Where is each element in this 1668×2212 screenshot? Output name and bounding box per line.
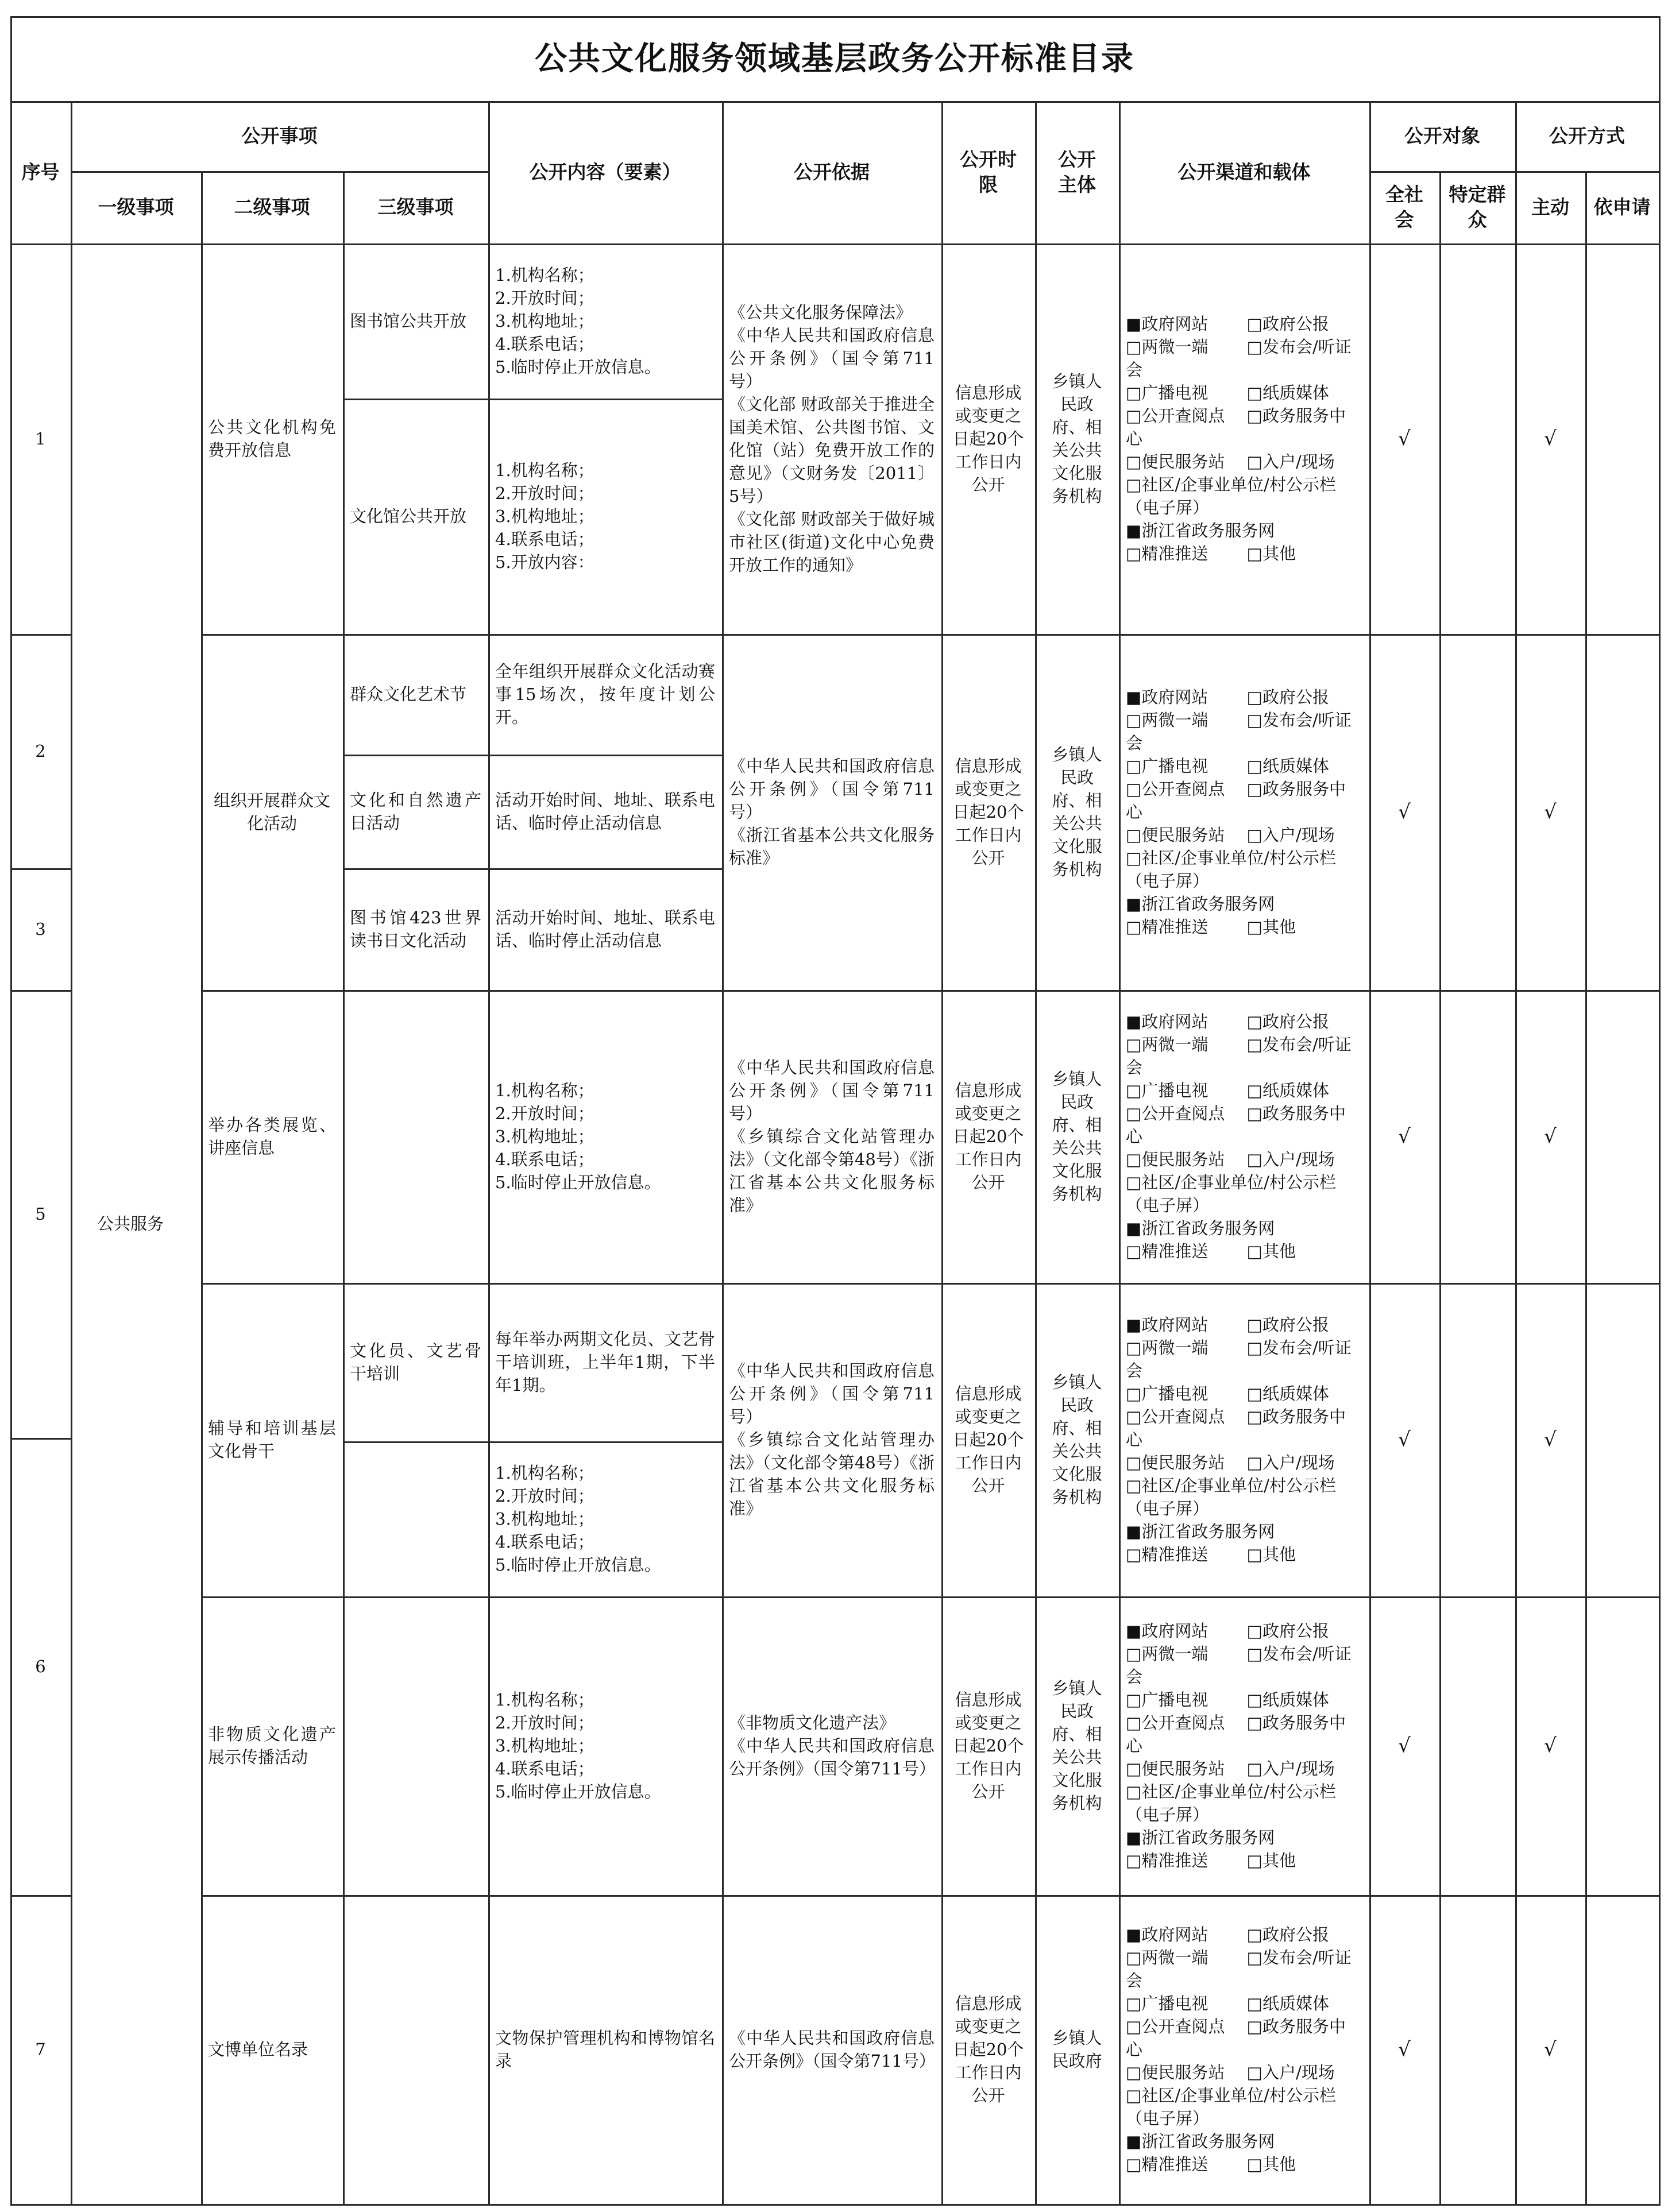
level3-cell: 文化和自然遗产日活动 [350, 790, 481, 833]
content-cell: 1.机构名称； 2.开放时间； 3.机构地址； 4.联系电话； 5.临时停止开放信息。 [495, 1690, 661, 1801]
content-cell: 1.机构名称； 2.开放时间； 3.机构地址； 4.联系电话； 5.临时停止开放信息。 [495, 265, 661, 377]
target-all-check: √ [1398, 801, 1411, 823]
mode-active-check: √ [1544, 1734, 1557, 1757]
header-content: 公开内容（要素） [529, 161, 681, 183]
subject-cell: 乡镇人民政府、相关公共文化服务机构 [1052, 1372, 1102, 1507]
level2-cell: 组织开展群众文化活动 [213, 791, 330, 833]
time-limit-cell: 信息形成或变更之日起20个工作日内公开 [952, 756, 1024, 868]
channel-cell: ■政府网站 □政府公报 □两微一端 □发布会/听证会 □广播电视 □纸质媒体 □公开查阅点 □政务服务中心 □便民服务站 □入户/现场 □社区/企事业单位/村公示栏 （电子屏） ■浙江省政务服务网 □精准推送 □其他 [1126, 1621, 1352, 1870]
mode-active-check: √ [1544, 801, 1557, 823]
mode-active-check: √ [1544, 1125, 1557, 1148]
header-level2: 二级事项 [234, 196, 310, 218]
seq-cell: 3 [35, 919, 46, 939]
subject-cell: 乡镇人民政府、相关公共文化服务机构 [1052, 1069, 1102, 1204]
target-all-check: √ [1398, 427, 1411, 450]
basis-cell: 《中华人民共和国政府信息公开条例》（国令第711号） 《乡镇综合文化站管理办法》（文化部令第48号）《浙江省基本公共文化服务标准》 [729, 1058, 935, 1215]
time-limit-cell: 信息形成或变更之日起20个工作日内公开 [952, 383, 1024, 494]
grid-line [10, 2204, 1661, 2206]
header-seq: 序号 [21, 161, 60, 183]
header-mode-group: 公开方式 [1549, 125, 1625, 147]
mode-active-check: √ [1544, 1428, 1557, 1451]
subject-cell: 乡镇人民政府、相关公共文化服务机构 [1052, 745, 1102, 879]
channel-cell: ■政府网站 □政府公报 □两微一端 □发布会/听证会 □广播电视 □纸质媒体 □公开查阅点 □政务服务中心 □便民服务站 □入户/现场 □社区/企事业单位/村公示栏 （电子屏） ■浙江省政务服务网 □精准推送 □其他 [1126, 1012, 1352, 1261]
basis-cell: 《中华人民共和国政府信息公开条例》（国令第711号） 《乡镇综合文化站管理办法》（文化部令第48号）《浙江省基本公共文化服务标准》 [729, 1361, 935, 1518]
time-limit-cell: 信息形成或变更之日起20个工作日内公开 [952, 1994, 1024, 2105]
basis-cell: 《中华人民共和国政府信息公开条例》（国令第711号） 《浙江省基本公共文化服务标准》 [729, 756, 935, 868]
level2-cell: 举办各类展览、讲座信息 [208, 1115, 336, 1158]
channel-cell: ■政府网站 □政府公报 □两微一端 □发布会/听证会 □广播电视 □纸质媒体 □公开查阅点 □政务服务中心 □便民服务站 □入户/现场 □社区/企事业单位/村公示栏 （电子屏） ■浙江省政务服务网 □精准推送 □其他 [1126, 1315, 1352, 1564]
content-cell: 活动开始时间、地址、联系电话、临时停止活动信息 [495, 790, 715, 833]
content-cell: 1.机构名称； 2.开放时间； 3.机构地址； 4.联系电话； 5.临时停止开放信息。 [495, 1081, 661, 1192]
level3-cell: 图书馆423世界读书日文化活动 [350, 908, 481, 950]
time-limit-cell: 信息形成或变更之日起20个工作日内公开 [952, 1384, 1024, 1495]
mode-active-check: √ [1544, 427, 1557, 450]
level3-cell: 文化馆公共开放 [350, 506, 467, 526]
content-cell: 1.机构名称； 2.开放时间； 3.机构地址； 4.联系电话； 5.开放内容： [495, 461, 594, 572]
grid-line [1439, 171, 1441, 2206]
basis-cell: 《中华人民共和国政府信息公开条例》（国令第711号） [729, 2028, 936, 2071]
page-title: 公共文化服务领域基层政务公开标准目录 [535, 40, 1134, 78]
level3-cell: 群众文化艺术节 [350, 685, 467, 704]
header-level3: 三级事项 [377, 196, 454, 218]
mode-active-check: √ [1544, 2038, 1557, 2061]
level2-cell: 公共文化机构免费开放信息 [208, 417, 336, 460]
target-all-check: √ [1398, 1734, 1411, 1757]
grid-line [1585, 171, 1587, 2206]
time-limit-cell: 信息形成或变更之日起20个工作日内公开 [952, 1690, 1024, 1801]
header-target-group: 公开对象 [1404, 125, 1480, 147]
channel-cell: ■政府网站 □政府公报 □两微一端 □发布会/听证会 □广播电视 □纸质媒体 □公开查阅点 □政务服务中心 □便民服务站 □入户/现场 □社区/企事业单位/村公示栏 （电子屏） ■浙江省政务服务网 □精准推送 □其他 [1126, 314, 1352, 563]
header-time-limit: 公开时限 [960, 148, 1017, 196]
header-basis: 公开依据 [794, 161, 870, 183]
content-cell: 文物保护管理机构和博物馆名录 [495, 2028, 715, 2071]
header-target-specific: 特定群众 [1449, 183, 1506, 231]
channel-cell: ■政府网站 □政府公报 □两微一端 □发布会/听证会 □广播电视 □纸质媒体 □公开查阅点 □政务服务中心 □便民服务站 □入户/现场 □社区/企事业单位/村公示栏 （电子屏） ■浙江省政务服务网 □精准推送 □其他 [1126, 687, 1352, 937]
level3-cell: 图书馆公共开放 [350, 311, 467, 331]
subject-cell: 乡镇人民政府、相关公共文化服务机构 [1052, 1679, 1102, 1813]
subject-cell: 乡镇人民政府 [1052, 2028, 1102, 2071]
level2-cell: 辅导和培训基层文化骨干 [208, 1418, 336, 1461]
content-cell: 全年组织开展群众文化活动赛事15场次，按年度计划公开。 [495, 662, 715, 727]
subject-cell: 乡镇人民政府、相关公共文化服务机构 [1052, 372, 1102, 506]
seq-cell: 6 [35, 1657, 46, 1676]
channel-cell: ■政府网站 □政府公报 □两微一端 □发布会/听证会 □广播电视 □纸质媒体 □公开查阅点 □政务服务中心 □便民服务站 □入户/现场 □社区/企事业单位/村公示栏 （电子屏） ■浙江省政务服务网 □精准推送 □其他 [1126, 1925, 1352, 2174]
content-cell: 每年举办两期文化员、文艺骨干培训班，上半年1期，下半年1期。 [495, 1329, 715, 1395]
target-all-check: √ [1398, 1125, 1411, 1148]
level2-cell: 文博单位名录 [208, 2040, 308, 2059]
header-level1: 一级事项 [98, 196, 174, 218]
seq-cell: 7 [35, 2040, 46, 2059]
basis-cell: 《非物质文化遗产法》 《中华人民共和国政府信息公开条例》（国令第711号） [729, 1713, 936, 1778]
grid-line [1659, 16, 1661, 2206]
time-limit-cell: 信息形成或变更之日起20个工作日内公开 [952, 1081, 1024, 1192]
header-target-all: 全社会 [1385, 183, 1423, 231]
header-items-group: 公开事项 [241, 125, 318, 147]
target-all-check: √ [1398, 2038, 1411, 2061]
content-cell: 1.机构名称； 2.开放时间； 3.机构地址； 4.联系电话； 5.临时停止开放信息。 [495, 1463, 661, 1575]
level1-cell: 公共服务 [97, 1214, 164, 1233]
content-cell: 活动开始时间、地址、联系电话、临时停止活动信息 [495, 908, 715, 950]
header-channel: 公开渠道和载体 [1177, 161, 1311, 183]
header-subject: 公开主体 [1058, 148, 1096, 196]
level3-cell: 文化员、文艺骨干培训 [350, 1341, 481, 1383]
seq-cell: 5 [35, 1204, 46, 1224]
level2-cell: 非物质文化遗产展示传播活动 [208, 1724, 336, 1767]
basis-cell: 《公共文化服务保障法》 《中华人民共和国政府信息公开条例》（国令第711号） 《文化部 财政部关于推进全国美术馆、公共图书馆、文化馆（站）免费开放工作的意见》（文财务发〔2011〕5号） 《文化部 财政部关于做好城市社区(街道)文化中心免费开放工作的通知》 [729, 303, 935, 575]
header-mode-request: 依申请 [1593, 196, 1651, 218]
seq-cell: 2 [35, 741, 46, 761]
seq-cell: 1 [35, 429, 46, 448]
target-all-check: √ [1398, 1428, 1411, 1451]
header-mode-active: 主动 [1531, 196, 1569, 218]
